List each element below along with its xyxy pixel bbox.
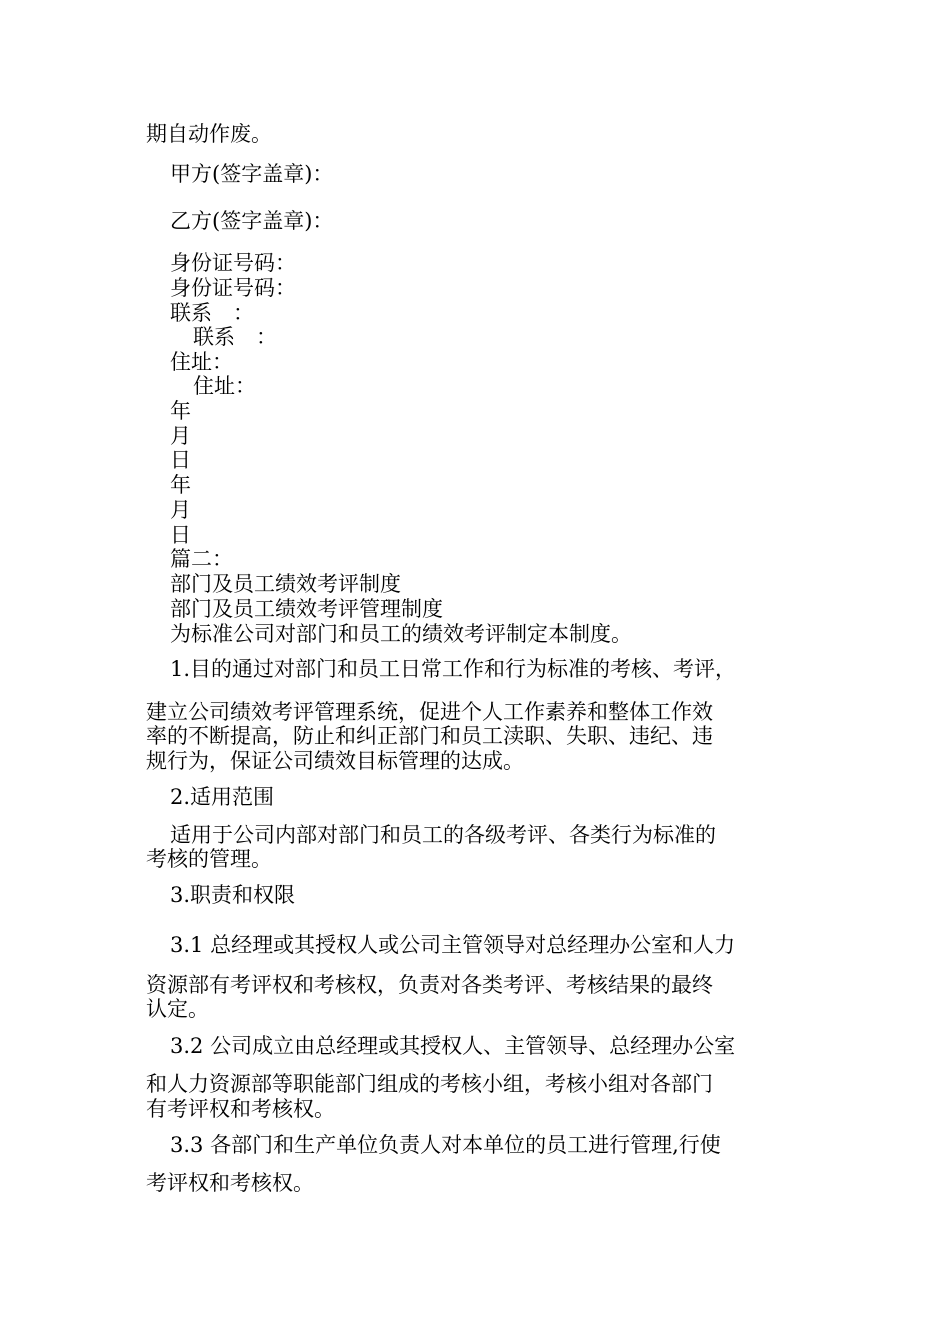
text-line: 日 (170, 448, 191, 472)
text-line: 2.适用范围 (170, 785, 275, 809)
text-line: 有考评权和考核权。 (146, 1097, 335, 1121)
text-line: 资源部有考评权和考核权，负责对各类考评、考核结果的最终 (146, 973, 713, 997)
text-line: 3.2 公司成立由总经理或其授权人、主管领导、总经理办公室 (170, 1034, 736, 1058)
text-line: 考核的管理。 (146, 847, 272, 871)
text-line: 适用于公司内部对部门和员工的各级考评、各类行为标准的 (170, 823, 716, 847)
text-line: 期自动作废。 (146, 122, 272, 146)
text-line: 住址： (170, 350, 233, 374)
text-line: 部门及员工绩效考评制度 (170, 572, 401, 596)
text-line: 和人力资源部等职能部门组成的考核小组，考核小组对各部门 (146, 1072, 713, 1096)
text-line: 部门及员工绩效考评管理制度 (170, 597, 443, 621)
text-line: 篇二： (170, 547, 233, 571)
text-line: 甲方(签字盖章)： (170, 162, 334, 186)
text-line: 月 (170, 498, 191, 522)
text-line: 为标准公司对部门和员工的绩效考评制定本制度。 (170, 622, 632, 646)
text-line: 乙方(签字盖章)： (170, 209, 334, 233)
text-line: 联系 ： (170, 301, 254, 325)
text-line: 年 (170, 473, 191, 497)
text-line: 3.职责和权限 (170, 883, 296, 907)
text-line: 率的不断提高，防止和纠正部门和员工渎职、失职、违纪、违 (146, 724, 713, 748)
text-line: 规行为，保证公司绩效目标管理的达成。 (146, 749, 524, 773)
text-line: 日 (170, 523, 191, 547)
text-line: 联系 ： (193, 325, 277, 349)
text-line: 认定。 (146, 997, 209, 1021)
text-line: 住址： (193, 374, 256, 398)
text-line: 月 (170, 424, 191, 448)
text-line: 3.1 总经理或其授权人或公司主管领导对总经理办公室和人力 (170, 933, 736, 957)
text-line: 3.3 各部门和生产单位负责人对本单位的员工进行管理,行使 (170, 1133, 721, 1157)
text-line: 身份证号码： (170, 251, 296, 275)
text-line: 建立公司绩效考评管理系统，促进个人工作素养和整体工作效 (146, 700, 713, 724)
text-line: 1.目的通过对部门和员工日常工作和行为标准的考核、考评， (170, 657, 737, 681)
text-line: 身份证号码： (170, 276, 296, 300)
text-line: 考评权和考核权。 (146, 1171, 314, 1195)
text-line: 年 (170, 399, 191, 423)
